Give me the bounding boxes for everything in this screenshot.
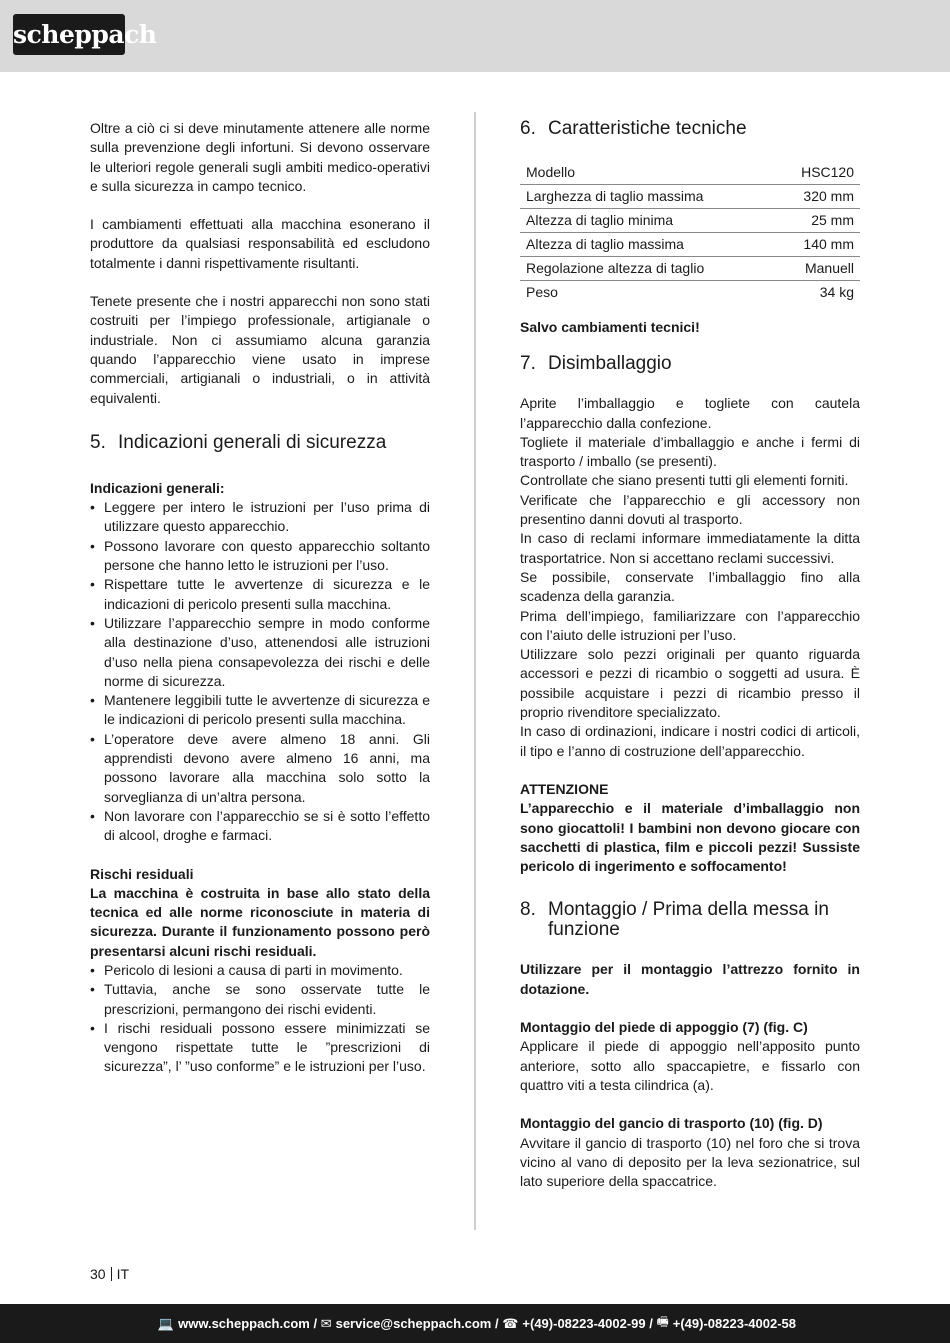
- left-column: [90, 119, 430, 1077]
- section-6-heading: [520, 119, 860, 139]
- section-number: 8.: [520, 899, 536, 921]
- unpacking-paragraph: Togliete il materiale d’imballaggio e anche i fermi di trasporto / imballo (se presenti).: [520, 433, 860, 470]
- section-title: Caratteristiche tecniche: [548, 118, 747, 139]
- list-item: • Tuttavia, anche se sono osservate tutte le prescrizioni, permangono dei rischi evidenti.: [90, 980, 430, 1019]
- list-item: • Rispettare tutte le avvertenze di sicurezza e le indicazioni di pericolo presenti sulla macchina.: [90, 575, 430, 614]
- footer-phone: +(49)-08223-4002-99 /: [522, 1316, 653, 1331]
- unpacking-paragraph: Verificate che l’apparecchio e gli accessory non presentino danni dovuti al trasporto.: [520, 491, 860, 528]
- page-language: IT: [116, 1266, 130, 1282]
- intro-paragraph: I cambiamenti effettuati alla macchina esonerano il produttore da qualsiasi responsabilità ed escludono totalmente i danni rispettivamente risultanti.: [90, 216, 430, 271]
- page-number: [90, 1265, 129, 1283]
- list-item: • Utilizzare l’apparecchio sempre in modo conforme alla destinazione d’uso, attenendosi alle istruzioni d’uso nella piena consapevolezza dei rischi e delle norme di sicurezza.: [90, 614, 430, 691]
- right-column: [520, 119, 860, 1191]
- header-band: [0, 0, 950, 72]
- spec-label: Altezza di taglio massima: [526, 236, 684, 252]
- spec-value: 320 mm: [803, 188, 854, 204]
- list-item: • Leggere per intero le istruzioni per l’uso prima di utilizzare questo apparecchio.: [90, 498, 430, 537]
- table-row: [520, 281, 860, 305]
- section-8-heading: [520, 900, 860, 940]
- section-5-heading: [90, 433, 430, 453]
- list-item: • Possono lavorare con questo apparecchio soltanto persone che hanno letto le istruzioni per l’uso.: [90, 537, 430, 576]
- list-item: • L’operatore deve avere almeno 18 anni. Gli apprendisti devono avere almeno 16 anni, ma possono lavorare alla macchina solo sotto la sorveglianza di un’altra persona.: [90, 730, 430, 807]
- foot-text: Applicare il piede di appoggio nell’apposito punto anteriore, sotto allo spaccapietre, e fissarlo con quattro viti a testa cilindrica (a).: [520, 1038, 860, 1093]
- fax-icon: 🖷: [656, 1313, 669, 1329]
- hook-text: Avvitare il gancio di trasporto (10) nel foro che si trova vicino al vano di deposito per la leva sezionatrice, sul lato superiore della spaccatrice.: [520, 1134, 860, 1190]
- section-title: Indicazioni generali di sicurezza: [118, 431, 387, 453]
- section-number: 5.: [90, 431, 106, 453]
- general-list: [90, 498, 430, 845]
- footer-email[interactable]: service@scheppach.com /: [335, 1316, 499, 1331]
- footer-website[interactable]: www.scheppach.com /: [178, 1316, 318, 1331]
- page-number-value: 30: [90, 1266, 106, 1282]
- footer-fax: +(49)-08223-4002-58: [672, 1316, 796, 1331]
- section-number: 7.: [520, 353, 536, 375]
- warning-heading: ATTENZIONE: [520, 780, 609, 797]
- spec-label: Larghezza di taglio massima: [526, 188, 704, 204]
- list-item: • I rischi residuali possono essere minimizzati se vengono rispettate tutte le ”prescrizioni di sicurezza”, l’ ”uso conforme” e le istruzioni per l’uso.: [90, 1019, 430, 1077]
- column-divider: [474, 112, 476, 1230]
- assembly-intro: Utilizzare per il montaggio l’attrezzo fornito in dotazione.: [520, 961, 860, 997]
- section-title: Montaggio / Prima della messa in funzione: [548, 899, 829, 941]
- unpacking-paragraph: In caso di reclami informare immediatamente la ditta trasportatrice. Non si accettano reclami successivi.: [520, 530, 860, 566]
- table-row: [520, 209, 860, 233]
- mail-icon: ✉: [320, 1315, 332, 1331]
- unpacking-paragraph: Se possibile, conservate l’imballaggio fino alla scadenza della garanzia.: [520, 568, 860, 605]
- spec-value: Manuell: [804, 260, 854, 276]
- unpacking-paragraph: Utilizzare solo pezzi originali per quanto riguarda accessori e pezzi di ricambio o soggetti ad usura. È possibile acquistare i pezzi di ricambio presso il proprio rivenditore specializzato.: [520, 646, 860, 721]
- section-7-heading: [520, 354, 860, 374]
- specs-table: [520, 161, 860, 304]
- tech-note: Salvo cambiamenti tecnici!: [520, 319, 700, 335]
- scheppach-logo: scheppach: [13, 14, 125, 55]
- list-item: • Mantenere leggibili tutte le avvertenze di sicurezza e le indicazioni di pericolo presenti sulla macchina.: [90, 691, 430, 730]
- hook-heading: Montaggio del gancio di trasporto (10) (fig. D): [520, 1115, 823, 1132]
- table-row: [520, 161, 860, 185]
- phone-icon: ☎: [502, 1315, 519, 1331]
- table-row: [520, 233, 860, 257]
- spec-label: Peso: [526, 284, 558, 300]
- table-row: [520, 185, 860, 209]
- intro-paragraph: Oltre a ciò ci si deve minutamente attenere alle norme sulla prevenzione degli infortuni. Si devono osservare le ulteriori regole generali sugli ambiti medico-operativi e sulla sicurezza in campo tecnico.: [90, 120, 430, 194]
- general-heading: Indicazioni generali:: [90, 479, 225, 496]
- spec-value: HSC120: [801, 164, 854, 180]
- residual-intro: La macchina è costruita in base allo stato della tecnica ed alle norme riconosciute in materia di sicurezza. Durante il funzionamento possono però presentarsi alcuni rischi residuali.: [90, 884, 430, 959]
- unpacking-paragraph: Aprite l’imballaggio e togliete con cautela l’apparecchio dalla confezione.: [520, 395, 860, 431]
- unpacking-paragraph: Controllate che siano presenti tutti gli elementi forniti.: [520, 472, 849, 489]
- warning-text: L’apparecchio e il materiale d’imballaggio non sono giocattoli! I bambini non devono giocare con sacchetti di plastica, film e piccoli pezzi! Sussiste pericolo di ingerimento e soffocamento!: [520, 800, 860, 875]
- unpacking-paragraph: Prima dell’impiego, familiarizzare con l’apparecchio con l’aiuto delle istruzioni per l’uso.: [520, 607, 860, 643]
- spec-value: 34 kg: [819, 284, 854, 300]
- section-title: Disimballaggio: [548, 353, 672, 375]
- spec-value: 25 mm: [811, 212, 854, 228]
- list-item: • Non lavorare con l’apparecchio se si è sotto l’effetto di alcool, droghe e farmaci.: [90, 807, 430, 846]
- list-item: • Pericolo di lesioni a causa di parti in movimento.: [90, 961, 430, 980]
- footer-bar: [0, 1304, 950, 1343]
- spec-label: Modello: [526, 164, 576, 180]
- spec-value: 140 mm: [803, 236, 854, 252]
- spec-label: Regolazione altezza di taglio: [526, 260, 705, 276]
- intro-paragraph: Tenete presente che i nostri apparecchi non sono stati costruiti per l’impiego professionale, artigianale o industriale. Non ci assumiamo alcuna garanzia quando l’apparecchio viene usato in imprese commerciali, artigianali o industriali, o in attività equivalenti.: [90, 293, 430, 406]
- table-row: [520, 257, 860, 281]
- residual-list: [90, 961, 430, 1077]
- residual-heading: Rischi residuali: [90, 865, 194, 882]
- unpacking-paragraph: In caso di ordinazioni, indicare i nostri codici di articoli, il tipo e l’anno di costruzione dell’apparecchio.: [520, 723, 860, 759]
- spec-label: Altezza di taglio minima: [526, 212, 674, 228]
- foot-heading: Montaggio del piede di appoggio (7) (fig. C): [520, 1019, 808, 1036]
- computer-icon: 💻: [157, 1315, 175, 1331]
- section-number: 6.: [520, 118, 536, 139]
